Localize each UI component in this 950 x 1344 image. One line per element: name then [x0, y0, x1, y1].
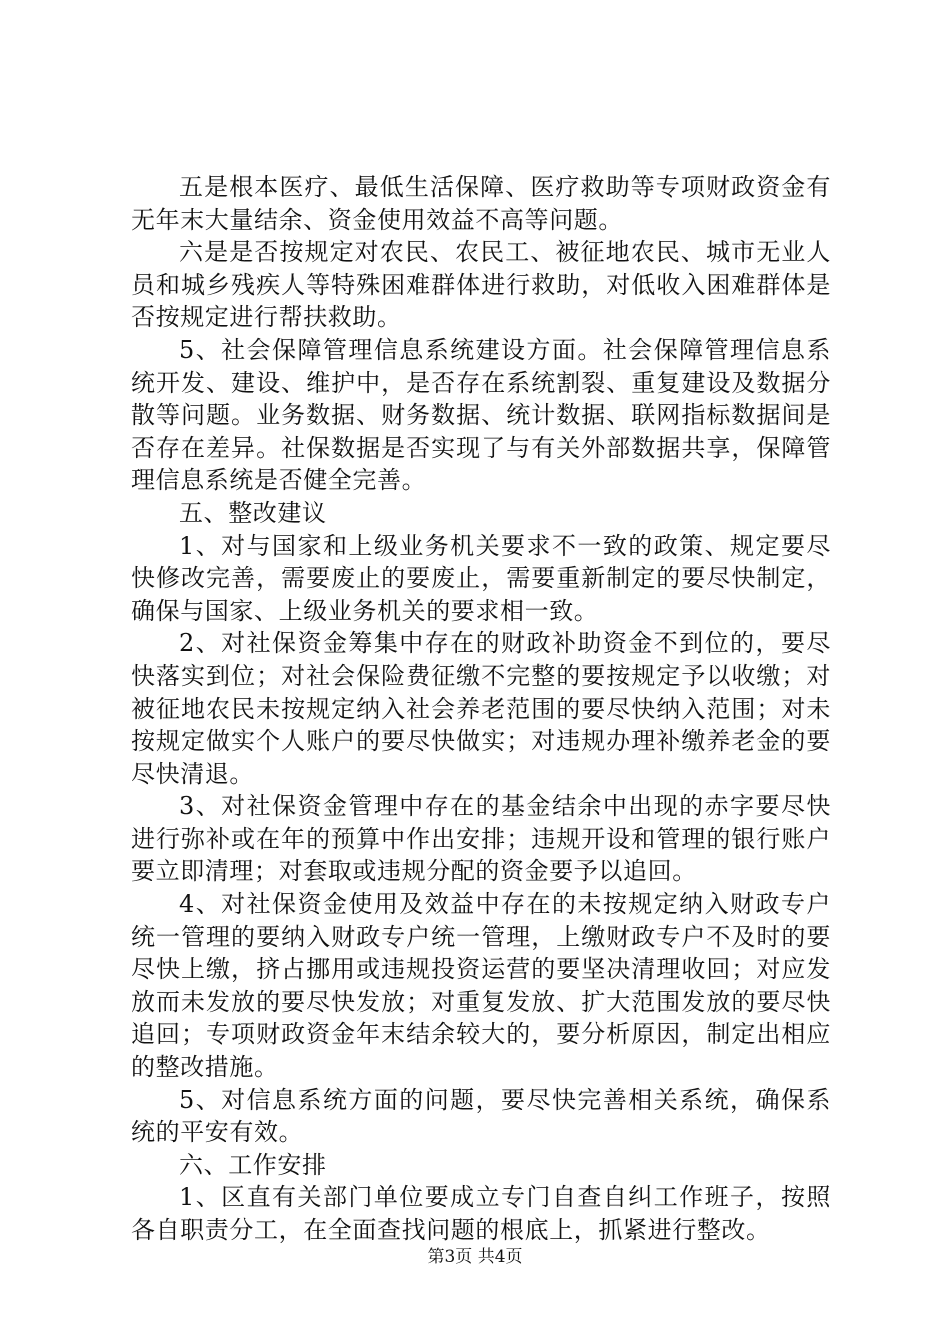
paragraph: 5、对信息系统方面的问题，要尽快完善相关系统，确保系统的平安有效。	[131, 1085, 831, 1147]
paragraph: 5、社会保障管理信息系统建设方面。社会保障管理信息系统开发、建设、维护中，是否存在系统割裂、重复建设及数据分散等问题。业务数据、财务数据、统计数据、联网指标数据间是否存在差异。社保数据是否实现了与有关外部数据共享，保障管理信息系统是否健全完善。	[131, 335, 831, 495]
paragraph: 六是是否按规定对农民、农民工、被征地农民、城市无业人员和城乡残疾人等特殊困难群体进行救助，对低收入困难群体是否按规定进行帮扶救助。	[131, 238, 831, 332]
paragraph: 2、对社保资金筹集中存在的财政补助资金不到位的，要尽快落实到位；对社会保险费征缴不完整的要按规定予以收缴；对被征地农民未按规定纳入社会养老范围的要尽快纳入范围；对未按规定做实个人账户的要尽快做实；对违规办理补缴养老金的要尽快清退。	[131, 629, 831, 788]
paragraph: 1、对与国家和上级业务机关要求不一致的政策、规定要尽快修改完善，需要废止的要废止，需要重新制定的要尽快制定，确保与国家、上级业务机关的要求相一致。	[131, 531, 831, 625]
document-body	[131, 171, 831, 1247]
section-heading: 六、工作安排	[179, 1150, 327, 1179]
paragraph: 4、对社保资金使用及效益中存在的未按规定纳入财政专户统一管理的要纳入财政专户统一管理，上缴财政专户不及时的要尽快上缴，挤占挪用或违规投资运营的要坚决清理收回；对应发放而未发放的要尽快发放；对重复发放、扩大范围发放的要尽快追回；专项财政资金年末结余较大的，要分析原因，制定出相应的整改措施。	[131, 890, 831, 1082]
paragraph: 五是根本医疗、最低生活保障、医疗救助等专项财政资金有无年末大量结余、资金使用效益不高等问题。	[131, 173, 831, 234]
paragraph: 3、对社保资金管理中存在的基金结余中出现的赤字要尽快进行弥补或在年的预算中作出安排；违规开设和管理的银行账户要立即清理；对套取或违规分配的资金要予以追回。	[131, 792, 831, 886]
section-heading: 五、整改建议	[179, 498, 327, 527]
page-footer: 第3页 共4页	[427, 1247, 523, 1267]
paragraph: 1、区直有关部门单位要成立专门自查自纠工作班子，按照各自职责分工，在全面查找问题的根底上，抓紧进行整改。	[131, 1183, 831, 1244]
